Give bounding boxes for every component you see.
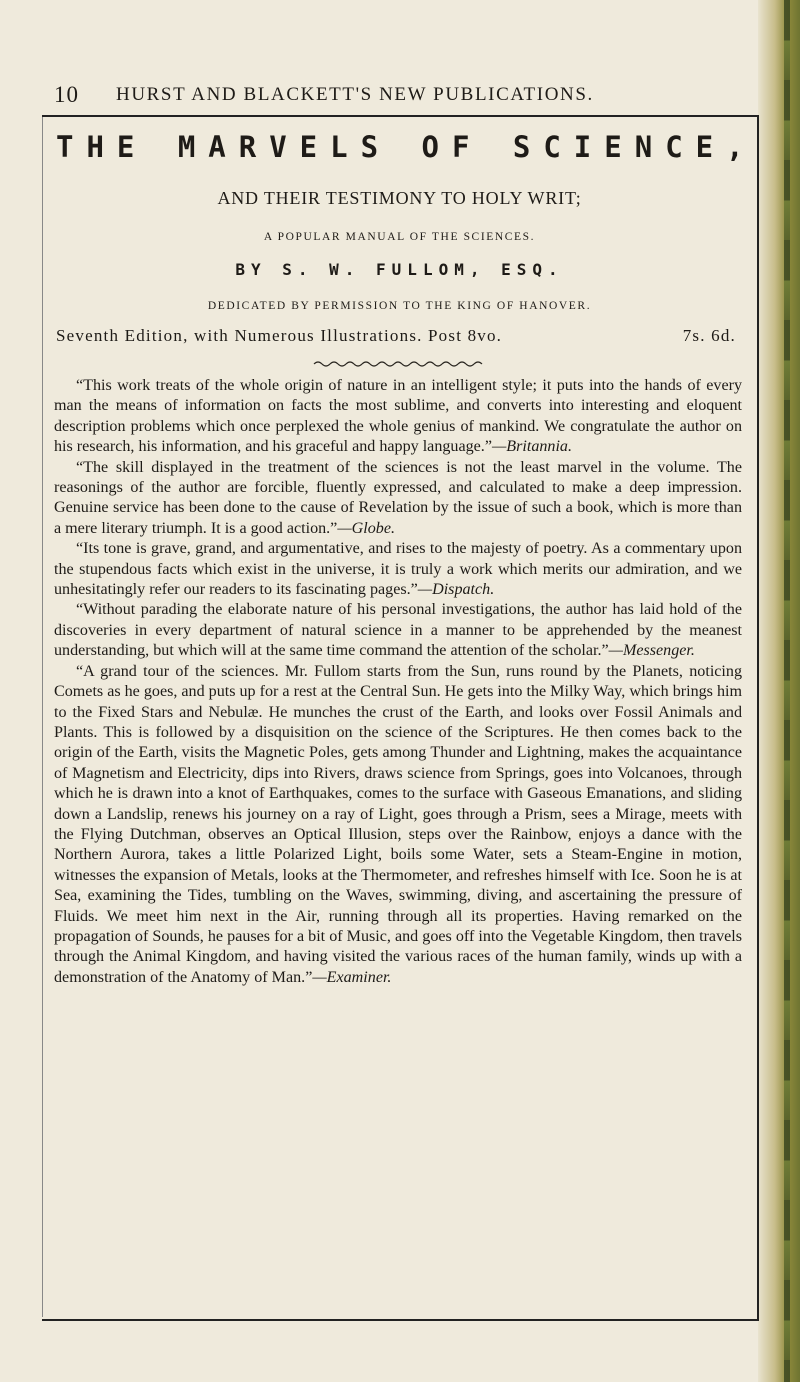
review-item — [54, 458, 742, 540]
review-quote: “Its tone is grave, grand, and argumentative, and rises to the majesty of poetry. As a commentary upon the stupendous facts which exist in the universe, it is truly a work which merits our admiration, and we unhesitatingly refer our readers to its fascinating pages.” — [54, 540, 742, 599]
review-quote: “This work treats of the whole origin of nature in an intelligent style; it puts into the hands of every man the means of information on facts the most sublime, and converts into interesting and eloquent description problems which once perplexed the whole genius of mankind. We congratulate the author on his research, his information, and his graceful and happy language.” — [54, 377, 742, 456]
review-item — [54, 600, 742, 661]
running-head-text: HURST AND BLACKETT'S NEW PUBLICATIONS. — [116, 84, 594, 105]
review-source: —Britannia. — [491, 438, 572, 456]
book-title: THE MARVELS OF SCIENCE, — [56, 130, 757, 164]
price-text: 7s. 6d. — [682, 326, 736, 345]
edition-text: Seventh Edition, with Numerous Illustrations. Post 8vo. — [56, 326, 503, 345]
review-source: —Dispatch. — [417, 581, 495, 599]
book-dedication: DEDICATED BY PERMISSION TO THE KING OF HANOVER. — [207, 300, 592, 312]
review-list — [54, 376, 742, 988]
review-source: —Examiner. — [312, 968, 392, 986]
review-quote: “The skill displayed in the treatment of the sciences is not the least marvel in the volume. The reasonings of the author are forcible, fluently expressed, and calculated to make a deep impression. Genuine service has been done to the cause of Revelation by the issue of such a book, which is more than a mere literary triumph. It is a good action.” — [54, 458, 742, 537]
running-head — [54, 82, 754, 112]
review-source: —Messenger. — [608, 642, 695, 660]
book-description: A POPULAR MANUAL OF THE SCIENCES. — [263, 231, 536, 243]
page-number: 10 — [54, 82, 79, 107]
page-edge-binding — [758, 0, 800, 1382]
review-item — [54, 662, 742, 989]
review-item — [54, 539, 742, 600]
book-author: BY S. W. FULLOM, ESQ. — [235, 260, 564, 279]
page-edge-binding-shadow — [784, 0, 790, 1382]
review-source: —Globe. — [337, 519, 396, 537]
review-quote: “Without parading the elaborate nature of his personal investigations, the author has laid hold of the discoveries in every department of natural science in a manner to be apprehended by the meanest understanding, but which will at the same time command the attention of the scholar.” — [54, 601, 742, 660]
review-item — [54, 376, 742, 458]
ornamental-divider — [312, 358, 488, 370]
book-subtitle: AND THEIR TESTIMONY TO HOLY WRIT; — [217, 188, 582, 208]
review-quote: “A grand tour of the sciences. Mr. Fullom starts from the Sun, runs round by the Planets, noticing Comets as he goes, and puts up for a rest at the Central Sun. He gets into the Milky Way, which brings him to the Fixed Stars and Nebulæ. He munches the crust of the Earth, and looks over Fossil Animals and Plants. This is followed by a disquisition on the science of the Scriptures. He then comes back to the origin of the Earth, visits the Magnetic Poles, gets among Thunder and Lightning, makes the acquaintance of Magnetism and Electricity, dips into Rivers, draws science from Springs, goes into Volcanoes, through which he is drawn into a knot of Earthquakes, comes to the surface with Gaseous Emanations, and sliding down a Landslip, renews his journey on a ray of Light, goes through a Prism, sees a Mirage, meets with the Flying Dutchman, observes an Optical Illusion, steps over the Rainbow, enjoys a dance with the Northern Aurora, takes a little Polarized Light, boils some Water, sets a Steam-Engine in motion, witnesses the expansion of Metals, looks at the Thermometer, and refreshes himself with Ice. Soon he is at Sea, examining the Tides, tumbling on the Waves, swimming, diving, and ascertaining the pressure of Fluids. We meet him next in the Air, running through all its properties. Having remarked on the propagation of Sounds, he pauses for a bit of Music, and goes off into the Vegetable Kingdom, then travels through the Animal Kingdom, and having visited the various races of the human family, winds up with a demonstration of the Anatomy of Man.” — [54, 662, 742, 986]
